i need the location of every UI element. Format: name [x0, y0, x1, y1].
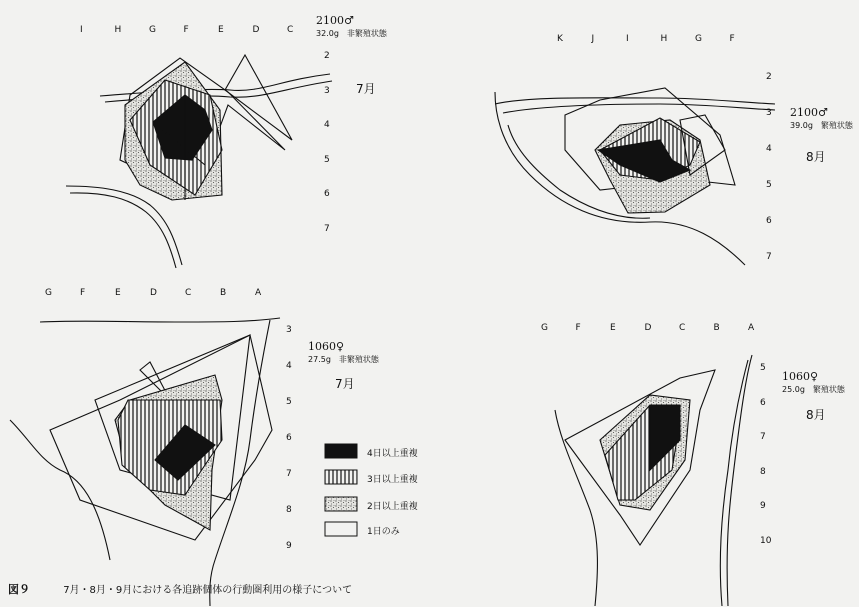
grid-row-label: 8 — [286, 505, 292, 515]
grid-column-label: G — [695, 34, 702, 44]
grid-column-label: K — [557, 34, 563, 44]
individual-weight: 2100♂ — [316, 14, 354, 27]
grid-column-label: G — [149, 25, 156, 35]
grid-row-label: 4 — [324, 120, 330, 130]
river-line — [66, 186, 182, 265]
individual-detail: 27.5g 非繁殖状態 — [308, 354, 379, 364]
grid-row-label: 6 — [324, 189, 330, 199]
grid-row-label: 6 — [766, 216, 772, 226]
grid-column-label: D — [252, 25, 260, 35]
grid-column-label: D — [644, 323, 652, 333]
grid-row-label: 3 — [286, 325, 292, 335]
info-top-right — [790, 106, 853, 132]
river-line — [210, 320, 270, 606]
individual-weight: 1060♀ — [308, 340, 345, 353]
grid-row-label: 2 — [766, 72, 772, 82]
figure-caption — [8, 581, 352, 597]
grid-column-label: E — [218, 25, 224, 35]
info-bottom-left — [308, 340, 379, 366]
legend-swatch-1day — [325, 522, 357, 536]
river-line — [727, 355, 752, 606]
grid-row-label: 9 — [286, 541, 292, 551]
grid-row-label: 7 — [286, 469, 292, 479]
grid-column-label: C — [679, 323, 686, 333]
grid-column-label: B — [220, 288, 227, 298]
grid-row-label: 9 — [760, 501, 766, 511]
range-1day — [225, 55, 292, 140]
legend-swatches — [325, 444, 357, 536]
legend-label-1day: 1日のみ — [367, 527, 400, 537]
grid-row-label: 6 — [760, 397, 766, 408]
grid-column-label: G — [45, 288, 52, 298]
legend-swatch-2day — [325, 497, 357, 511]
river-line — [100, 74, 330, 96]
panel-top-right-map — [495, 88, 775, 265]
grid-column-label: B — [713, 323, 720, 333]
river-line — [70, 193, 176, 268]
grid-column-label: C — [287, 25, 294, 35]
individual-detail: 32.0g 非繁殖状態 — [316, 28, 387, 38]
caption-text: 7月・8月・9月における各追跡個体の行動圏利用の様子について — [63, 585, 353, 596]
month-label: 8月 — [806, 150, 826, 164]
individual-weight: 2100♂ — [790, 106, 828, 119]
grid-column-label: G — [541, 323, 548, 333]
river-line — [503, 104, 775, 113]
panel-top-left-map — [66, 55, 332, 268]
legend-label-4day: 4日以上重複 — [367, 449, 418, 459]
grid-row-label: 4 — [286, 361, 292, 371]
river-line — [495, 98, 775, 104]
info-bottom-right — [782, 370, 845, 396]
grid-column-label: F — [575, 323, 581, 333]
legend-label-3day: 3日以上重複 — [367, 475, 418, 485]
grid-column-label: I — [80, 25, 83, 35]
month-label: 7月 — [356, 82, 376, 96]
grid-row-label: 4 — [766, 144, 772, 154]
grid-row-label: 10 — [760, 535, 772, 546]
legend-swatch-4day — [325, 444, 357, 458]
grid-row-label: 5 — [766, 180, 772, 190]
grid-row-label: 8 — [760, 466, 766, 477]
grid-row-label: 5 — [286, 397, 292, 407]
grid-column-label: F — [80, 288, 86, 298]
grid-column-label: I — [626, 34, 629, 44]
grid-column-label: E — [115, 288, 121, 298]
grid-column-label: H — [114, 25, 122, 35]
river-line — [40, 318, 280, 322]
grid-column-label: H — [660, 34, 668, 44]
grid-column-label: C — [185, 288, 192, 298]
grid-row-label: 7 — [760, 432, 766, 442]
grid-column-label: A — [255, 288, 262, 298]
grid-row-label: 5 — [760, 363, 766, 373]
grid-row-label: 2 — [324, 51, 330, 61]
grid-column-label: A — [748, 323, 755, 333]
river-line — [10, 420, 110, 560]
legend-swatch-3day — [325, 470, 357, 484]
grid-row-label: 7 — [324, 223, 330, 234]
individual-weight: 1060♀ — [782, 370, 819, 383]
grid-row-label: 5 — [324, 154, 330, 165]
panel-bottom-right-map — [555, 355, 752, 606]
info-top-left — [316, 14, 387, 40]
month-label: 8月 — [806, 408, 826, 422]
grid-column-label: F — [183, 25, 189, 35]
grid-row-label: 6 — [286, 433, 292, 443]
grid-column-label: E — [610, 323, 616, 333]
grid-column-label: F — [729, 34, 735, 44]
river-line — [555, 410, 597, 606]
grid-row-label: 3 — [324, 85, 330, 96]
grid-row-label: 7 — [766, 252, 772, 262]
month-label: 7月 — [335, 377, 355, 391]
individual-detail: 39.0g 繁殖状態 — [790, 120, 853, 130]
individual-detail: 25.0g 繁殖状態 — [782, 384, 845, 394]
figure-number: 図９ — [8, 583, 30, 596]
grid-row-label: 3 — [766, 108, 772, 118]
grid-column-label: J — [591, 34, 595, 44]
panel-bottom-left-map — [10, 318, 280, 606]
legend-label-2day: 2日以上重複 — [367, 502, 418, 512]
grid-column-label: D — [150, 288, 157, 298]
